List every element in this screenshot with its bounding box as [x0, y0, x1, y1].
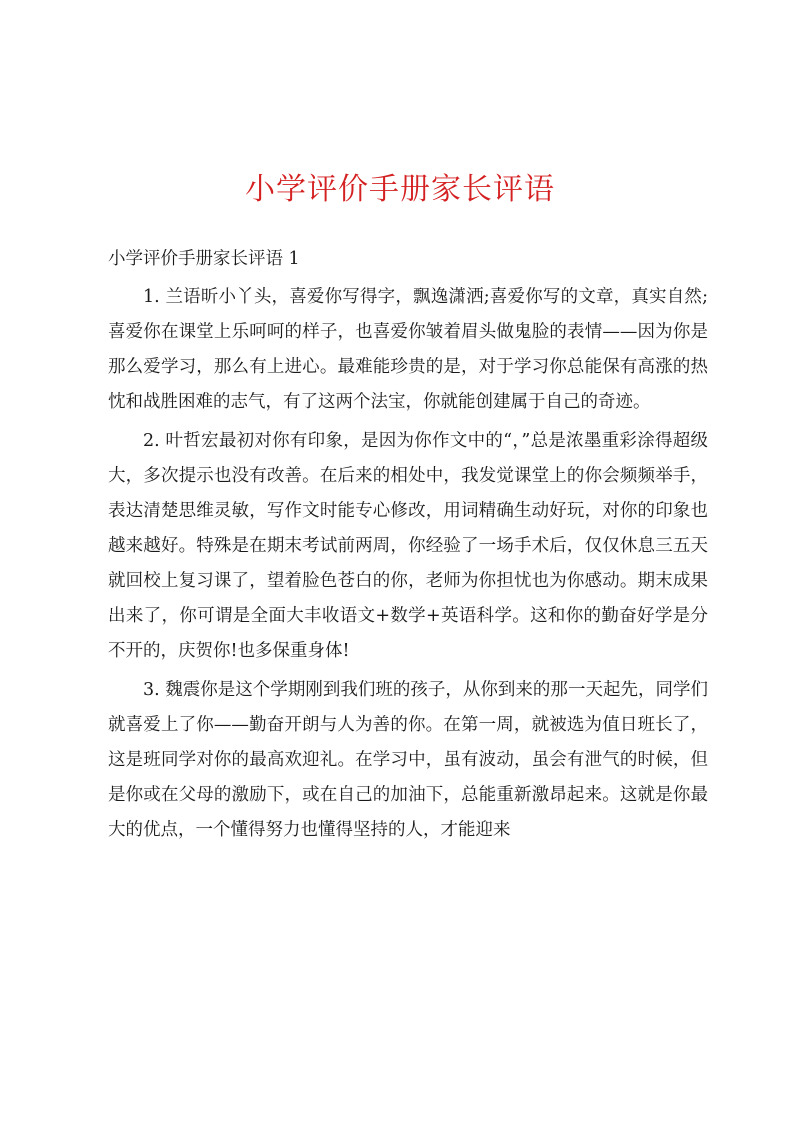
paragraph-2: 2. 叶哲宏最初对你有印象，是因为你作文中的“，”总是浓墨重彩涂得超级大，多次提示也没有改善。在后来的相处中，我发觉课堂上的你会频频举手，表达清楚思维灵敏，写作文时能专心修改，用词精确生动好玩，对你的印象也越来越好。特殊是在期末考试前两周，你经验了一场手术后，仅仅休息三五天就回校上复习课了，望着脸色苍白的你，老师为你担忧也为你感动。期末成果出来了，你可谓是全面大丰收语文+数学+英语科学。这和你的勤奋好学是分不开的，庆贺你!也多保重身体!	[108, 431, 708, 661]
document-body	[108, 240, 708, 852]
paragraph-1: 1. 兰语昕小丫头，喜爱你写得字，飘逸潇洒;喜爱你写的文章，真实自然;喜爱你在课堂上乐呵呵的样子，也喜爱你皱着眉头做鬼脸的表情——因为你是那么爱学习，那么有上进心。最难能珍贵的是，对于学习你总能保有高涨的热忱和战胜困难的志气，有了这两个法宝，你就能创建属于自己的奇迹。	[108, 287, 708, 412]
paragraph-3: 3. 魏震你是这个学期刚到我们班的孩子，从你到来的那一天起先，同学们就喜爱上了你——勤奋开朗与人为善的你。在第一周，就被选为值日班长了，这是班同学对你的最高欢迎礼。在学习中，虽有波动，虽会有泄气的时候，但是你或在父母的激励下，或在自己的加油下，总能重新激昂起来。这就是你最大的优点，一个懂得努力也懂得坚持的人，才能迎来	[108, 680, 708, 840]
document-title: 小学评价手册家长评语	[245, 172, 555, 207]
section-subtitle: 小学评价手册家长评语 1	[108, 249, 300, 269]
